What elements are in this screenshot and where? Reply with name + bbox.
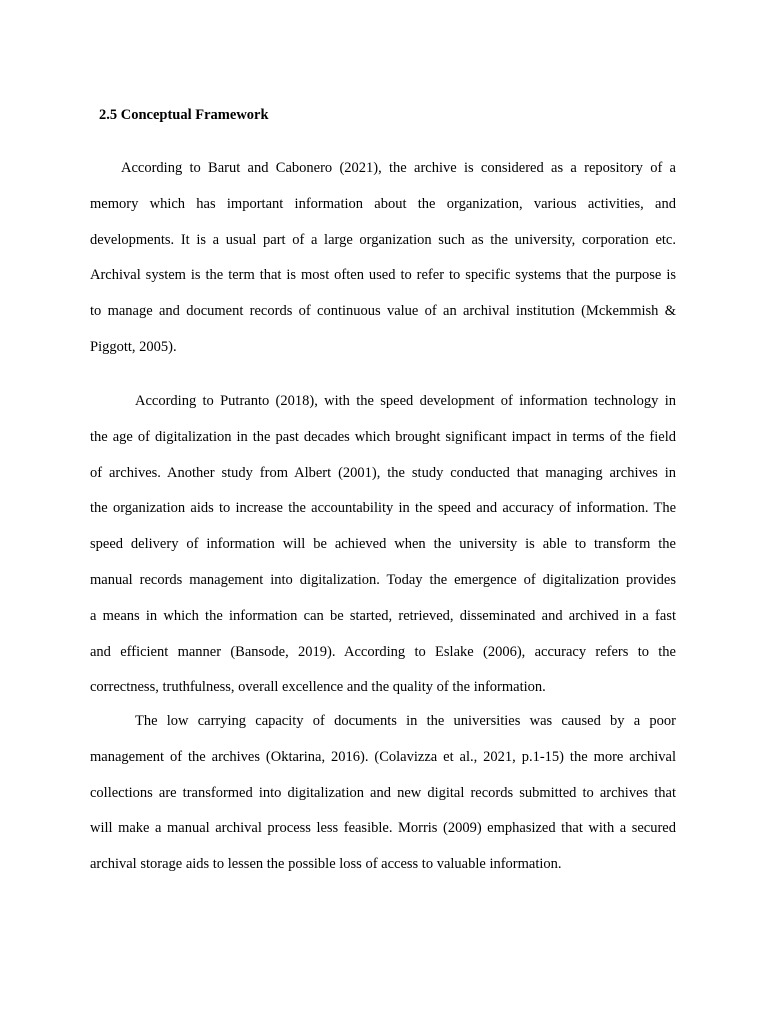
paragraph-2 (90, 384, 676, 706)
paragraph-line: will make a manual archival process less feasible. Morris (2009) emphasized that with a secured (90, 820, 676, 837)
paragraph-line: The low carrying capacity of documents in the universities was caused by a poor (135, 713, 676, 729)
paragraph-line: correctness, truthfulness, overall excellence and the quality of the information. (90, 679, 546, 696)
paragraph-line: speed delivery of information will be achieved when the university is able to transform the (90, 536, 676, 553)
paragraph-line: collections are transformed into digitalization and new digital records submitted to archives that (90, 784, 676, 801)
paragraph-line: the age of digitalization in the past decades which brought significant impact in terms of the field (90, 428, 676, 445)
paragraph-line: Piggott, 2005). (90, 338, 177, 355)
paragraph-line: of archives. Another study from Albert (2001), the study conducted that managing archives in (90, 464, 676, 481)
paragraph-1 (90, 151, 676, 366)
paragraph-3 (90, 704, 676, 883)
paragraph-line: developments. It is a usual part of a large organization such as the university, corporation etc. (90, 231, 676, 248)
paragraph-line: manual records management into digitalization. Today the emergence of digitalization provides (90, 571, 676, 588)
paragraph-line: According to Putranto (2018), with the speed development of information technology in (135, 393, 676, 409)
paragraph-line: the organization aids to increase the accountability in the speed and accuracy of information. The (90, 500, 676, 517)
paragraph-line: and efficient manner (Bansode, 2019). According to Eslake (2006), accuracy refers to the (90, 643, 676, 660)
paragraph-line: management of the archives (Oktarina, 2016). (Colavizza et al., 2021, p.1-15) the more archival (90, 748, 676, 765)
section-heading: 2.5 Conceptual Framework (99, 107, 269, 123)
paragraph-line: archival storage aids to lessen the possible loss of access to valuable information. (90, 856, 562, 873)
paragraph-line: to manage and document records of continuous value of an archival institution (Mckemmish & (90, 303, 676, 320)
paragraph-line: Archival system is the term that is most often used to refer to specific systems that the purpose is (90, 267, 676, 284)
paragraph-line: memory which has important information about the organization, various activities, and (90, 195, 676, 212)
paragraph-line: a means in which the information can be started, retrieved, disseminated and archived in a fast (90, 607, 676, 624)
paragraph-line: According to Barut and Cabonero (2021), the archive is considered as a repository of a (121, 160, 676, 176)
